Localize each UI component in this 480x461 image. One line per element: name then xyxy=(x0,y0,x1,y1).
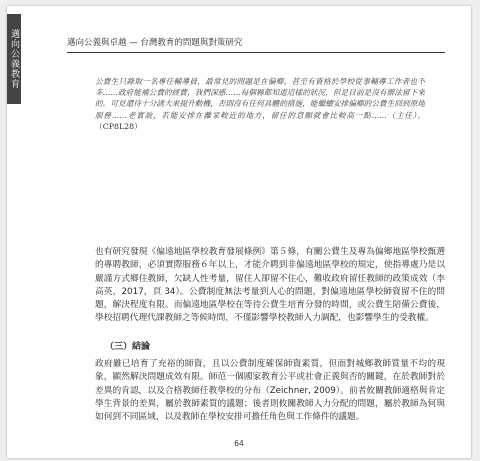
body-paragraph-1: 也有研究發現《偏遠地區學校教育發展條例》第５條，有關公費生及專為偏鄉地區學校甄選的專聘教師，必須實際服務６年以上，才能介聘到非偏遠地區學校的規定，使指導處乃是以嚴謹方式鄉住教師，欠缺人性考量，留住人卻留不住心，難收政府留任教師的政策成效（李高英，2017，頁 34）。公費制度無法考量到人心的問題，對偏遠地區學校師資留不住的問題，解決程度有限。而偏遠地區學校在等待公費生培育分發的時間，或公費生陪備公費後，學校招聘代理代課教師之等候時間，不僅影響學校教師人力調配，也影響學生的受教權。 xyxy=(95,247,445,324)
header-rule xyxy=(67,52,445,53)
running-head xyxy=(67,36,427,50)
block-quote xyxy=(95,76,425,272)
running-head-left: 邁向公義與卓越 — 台灣教育的問題與對策研究 xyxy=(67,38,243,48)
body-paragraph-2: 政府雖已培育了充裕的師資，且以公費制度確保師資素質，但面對城鄉教師質量不均的現象，顯然解決問題成效有限。師范一個國家教育公平或社會正義與否的關鍵，在於教師對於差異的肯認，以及合格教師任教學校的分布（Zeichner, 2009）。前者攸關教師適格與肯定學生背景的差異，屬於教師素質的議題；後者則攸關教師人力分配的問題，屬於教師為何與如何到不同區域，以及教師在學校安排可擔任角色與工作條件的議題。 xyxy=(95,359,445,423)
page-number: 64 xyxy=(234,439,244,448)
quote-text: 公費生只錄取一名專任輔導員，最常見的問題是在偏鄉，甚至有資格於學校從事輔導工作者也不多……政府能補公費的經費，我們深感……每個縣都知道這樣的狀況，但是目前是沒有辦法留下來的。可見還待十分誘大來提升動機，否則沒有任何具體的措施，能繼續安排偏鄉的公費生回到原地服務……老實說，若能安排在離家較近的地方，留任的意願就會比較高一點……（主任）。 xyxy=(95,77,425,120)
quote-citation: （CP8L28） xyxy=(95,121,142,131)
chapter-side-tab: 邁向公義教育 xyxy=(7,14,21,104)
section-heading: （三）結論 xyxy=(105,342,151,352)
book-page xyxy=(7,6,471,458)
